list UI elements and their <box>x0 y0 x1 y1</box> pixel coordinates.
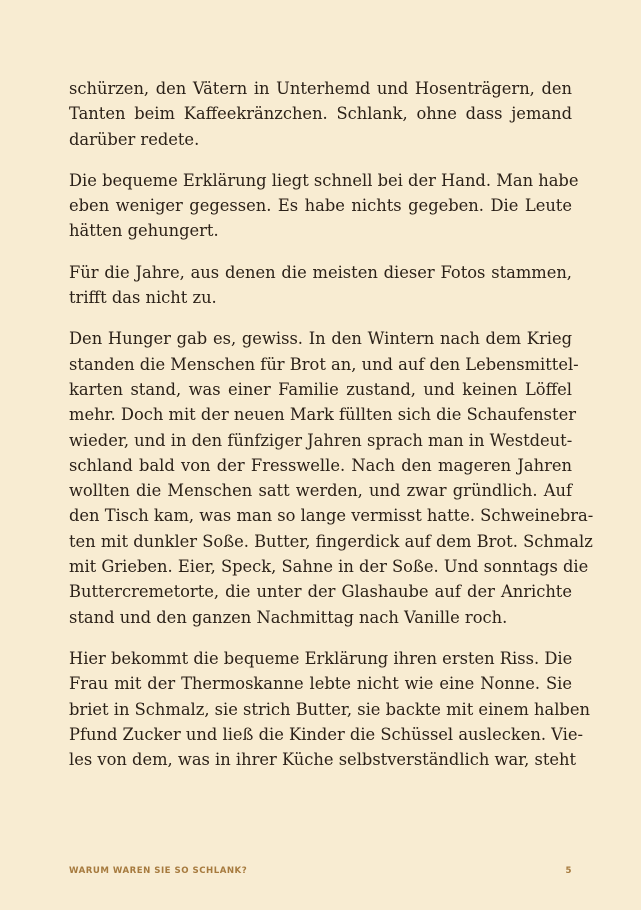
running-title: WARUM WAREN SIE SO SCHLANK? <box>69 866 248 876</box>
text-line: darüber redete. <box>69 129 200 149</box>
paragraph <box>69 76 572 152</box>
text-line: mit Grieben. Eier, Speck, Sahne in der Soße. Und sonntags die <box>69 557 589 577</box>
text-line: schürzen, den Vätern in Unterhemd und Hosenträgern, den <box>69 79 572 98</box>
text-line: briet in Schmalz, sie strich Butter, sie backte mit einem halben <box>69 699 590 719</box>
text-line: Frau mit der Thermoskanne lebte nicht wie eine Nonne. Sie <box>69 674 572 694</box>
paragraph <box>69 326 594 630</box>
text-line: Die bequeme Erklärung liegt schnell bei der Hand. Man habe <box>69 170 579 190</box>
text-line: Hier bekommt die bequeme Erklärung ihren ersten Riss. Die <box>69 648 573 668</box>
text-line: trifft das nicht zu. <box>69 288 217 308</box>
text-line: les von dem, was in ihrer Küche selbstverständlich war, steht <box>69 750 577 770</box>
text-line: den Tisch kam, was man so lange vermisst hatte. Schweinebra- <box>69 506 594 526</box>
text-line: karten stand, was einer Familie zustand, und keinen Löffel <box>69 379 572 399</box>
text-line: wieder, und in den fünfziger Jahren sprach man in Westdeut- <box>69 430 573 450</box>
text-line: mehr. Doch mit der neuen Mark füllten sich die Schaufenster <box>69 405 576 425</box>
text-line: hätten gehungert. <box>69 221 219 241</box>
text-line: wollten die Menschen satt werden, und zwar gründlich. Auf <box>69 481 572 501</box>
text-line: stand und den ganzen Nachmittag nach Vanille roch. <box>69 607 508 627</box>
running-footer <box>69 866 572 880</box>
body-text <box>69 76 594 788</box>
text-line: Den Hunger gab es, gewiss. In den Wintern nach dem Krieg <box>69 329 572 349</box>
paragraph <box>69 260 572 311</box>
paragraph <box>69 168 579 244</box>
text-line: Tanten beim Kaffeekränzchen. Schlank, ohne dass jemand <box>69 104 572 124</box>
text-line: eben weniger gegessen. Es habe nichts gegeben. Die Leute <box>69 196 572 216</box>
paragraph <box>69 646 590 772</box>
text-line: Buttercremetorte, die unter der Glashaube auf der Anrichte <box>69 582 572 602</box>
text-line: standen die Menschen für Brot an, und auf den Lebensmittel- <box>69 354 579 374</box>
text-line: schland bald von der Fresswelle. Nach den mageren Jahren <box>69 455 572 475</box>
text-line: Pfund Zucker und ließ die Kinder die Schüssel auslecken. Vie- <box>69 724 583 744</box>
text-line: ten mit dunkler Soße. Butter, fingerdick auf dem Brot. Schmalz <box>69 531 593 551</box>
page-number: 5 <box>565 866 572 876</box>
text-line: Für die Jahre, aus denen die meisten dieser Fotos stammen, <box>69 262 572 282</box>
